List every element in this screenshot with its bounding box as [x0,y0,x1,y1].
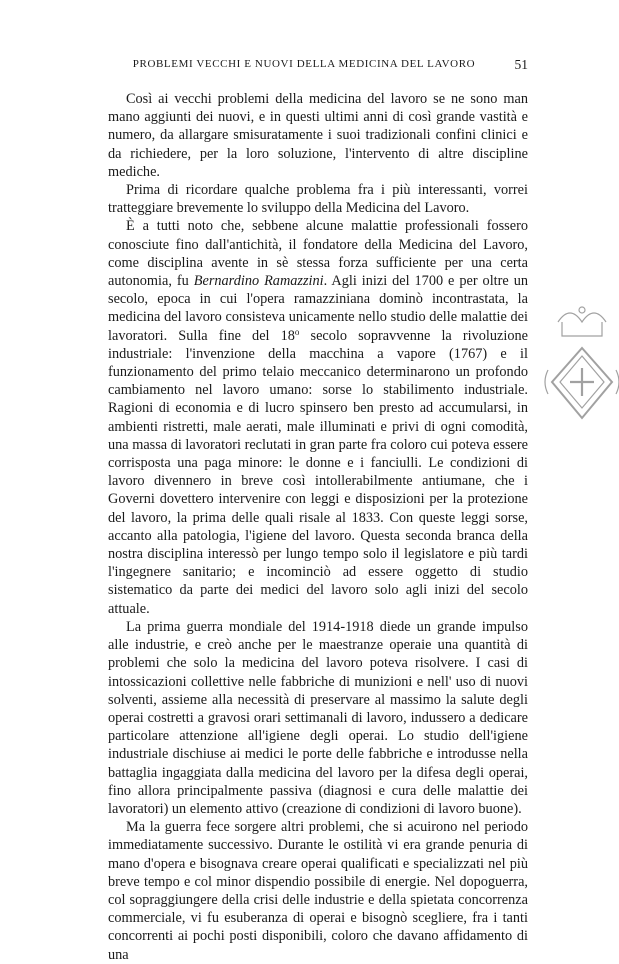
paragraph-3-part-a: È a tutti noto che, sebbene alcune malattie professionali fossero conosciute fino dall'antichità, il fondatore della Medicina del Lavoro, come disciplina avente in sè stessa forza sufficiente per una certa autonomia, fu [108,218,528,290]
paragraph-5: Ma la guerra fece sorgere altri problemi, che si acuirono nel periodo immediatamente successivo. Durante le ostilità vi era grande penuria di mano d'opera e bisognava creare operai qualificati e specializzati nel più breve tempo e col minor dispendio possibile di energie. Nel dopoguerra, col sopraggiungere della crisi delle industrie e della spietata concorrenza commerciale, vi fu esuberanza di operai e bisognò scegliere, fra i tanti concorrenti ai pochi posti disponibili, coloro che davano affidamento di una [108,819,528,963]
library-stamp-emblem [540,300,619,460]
paragraph-4: La prima guerra mondiale del 1914-1918 diede un grande impulso alle industrie, e creò anche per le maestranze operaie una quantità di problemi che solo la medicina del lavoro poteva risolvere. I casi di intossicazioni collettive nelle fabbriche di munizioni e nell' uso di nuovi solventi, assieme alla necessità di preservare al massimo la salute degli operai costretti a gravosi orari settimanali di lavoro, indussero a dedicare particolare attenzione all'igiene degli operai. Lo studio dell'igiene industriale dischiuse ai medici le porte delle fabbriche e introdusse nella battaglia ingaggiata dalla medicina del lavoro per la difesa degli operai, fino allora principalmente passiva (diagnosi e cura delle malattie dei lavoratori) un elemento attivo (creazione di condizioni di lavoro buone). [108,618,528,817]
paragraph-2: Prima di ricordare qualche problema fra i più interessanti, vorrei tratteggiare brevemente lo sviluppo della Medicina del Lavoro. [108,182,528,217]
author-name-italic: Bernardino Ramazzini [193,273,324,290]
paragraph-3 [108,217,528,617]
running-head: PROBLEMI VECCHI E NUOVI DELLA MEDICINA DEL LAVORO [132,58,476,70]
paragraph-1: Così ai vecchi problemi della medicina del lavoro se ne sono man mano aggiunti dei nuovi, e in questi ultimi anni di così grande vastità e numero, da allargare smisuratamente i suoi tradizionali confini clinici e da richiedere, per la loro soluzione, l'intervento di altre discipline mediche. [108,91,528,180]
paragraph-3-part-b: . Agli inizi del 1700 e per oltre un secolo, epoca in cui l'opera ramazziniana dominò incontrastata, la medicina del lavoro consisteva unicamente nello studio delle malattie dei lavoratori. Sulla fine del 18 [108,273,528,344]
body-text [108,90,528,964]
page-number: 51 [514,57,528,72]
ordinal-superscript: o [294,326,300,337]
paragraph-3-part-c: secolo sopravvenne la rivoluzione industriale: l'invenzione della macchina a vapore (1767) e il funzionamento del primo telaio meccanico determinarono un profondo cambiamento nel lavoro umano: sorse lo stabilimento industriale. Ragioni di economia e di lucro spinsero ben presto ad accumularsi, in ambienti ristretti, male aerati, male illuminati e privi di ogni comodità, una massa di lavoratori reclutati in gran parte fra coloro cui poteva essere corrisposta una paga minore: le donne e i fanciulli. Le condizioni di lavoro divennero in breve così intollerabilmente antiumane, che i Governi dovettero intervenire con leggi e disposizioni per la protezione del lavoro, la prima delle quali risale al 1833. Con queste leggi sorse, accanto alla patologia, l'igiene del lavoro. Questa seconda branca della nostra disciplina interessò per lungo tempo solo il legislatore e più tardi l'ingegnere sanitario; e incominciò ad essere oggetto di studio sistematico da parte dei medici del lavoro solo agli inizi del secolo attuale. [108,327,528,617]
page-header [108,58,528,76]
